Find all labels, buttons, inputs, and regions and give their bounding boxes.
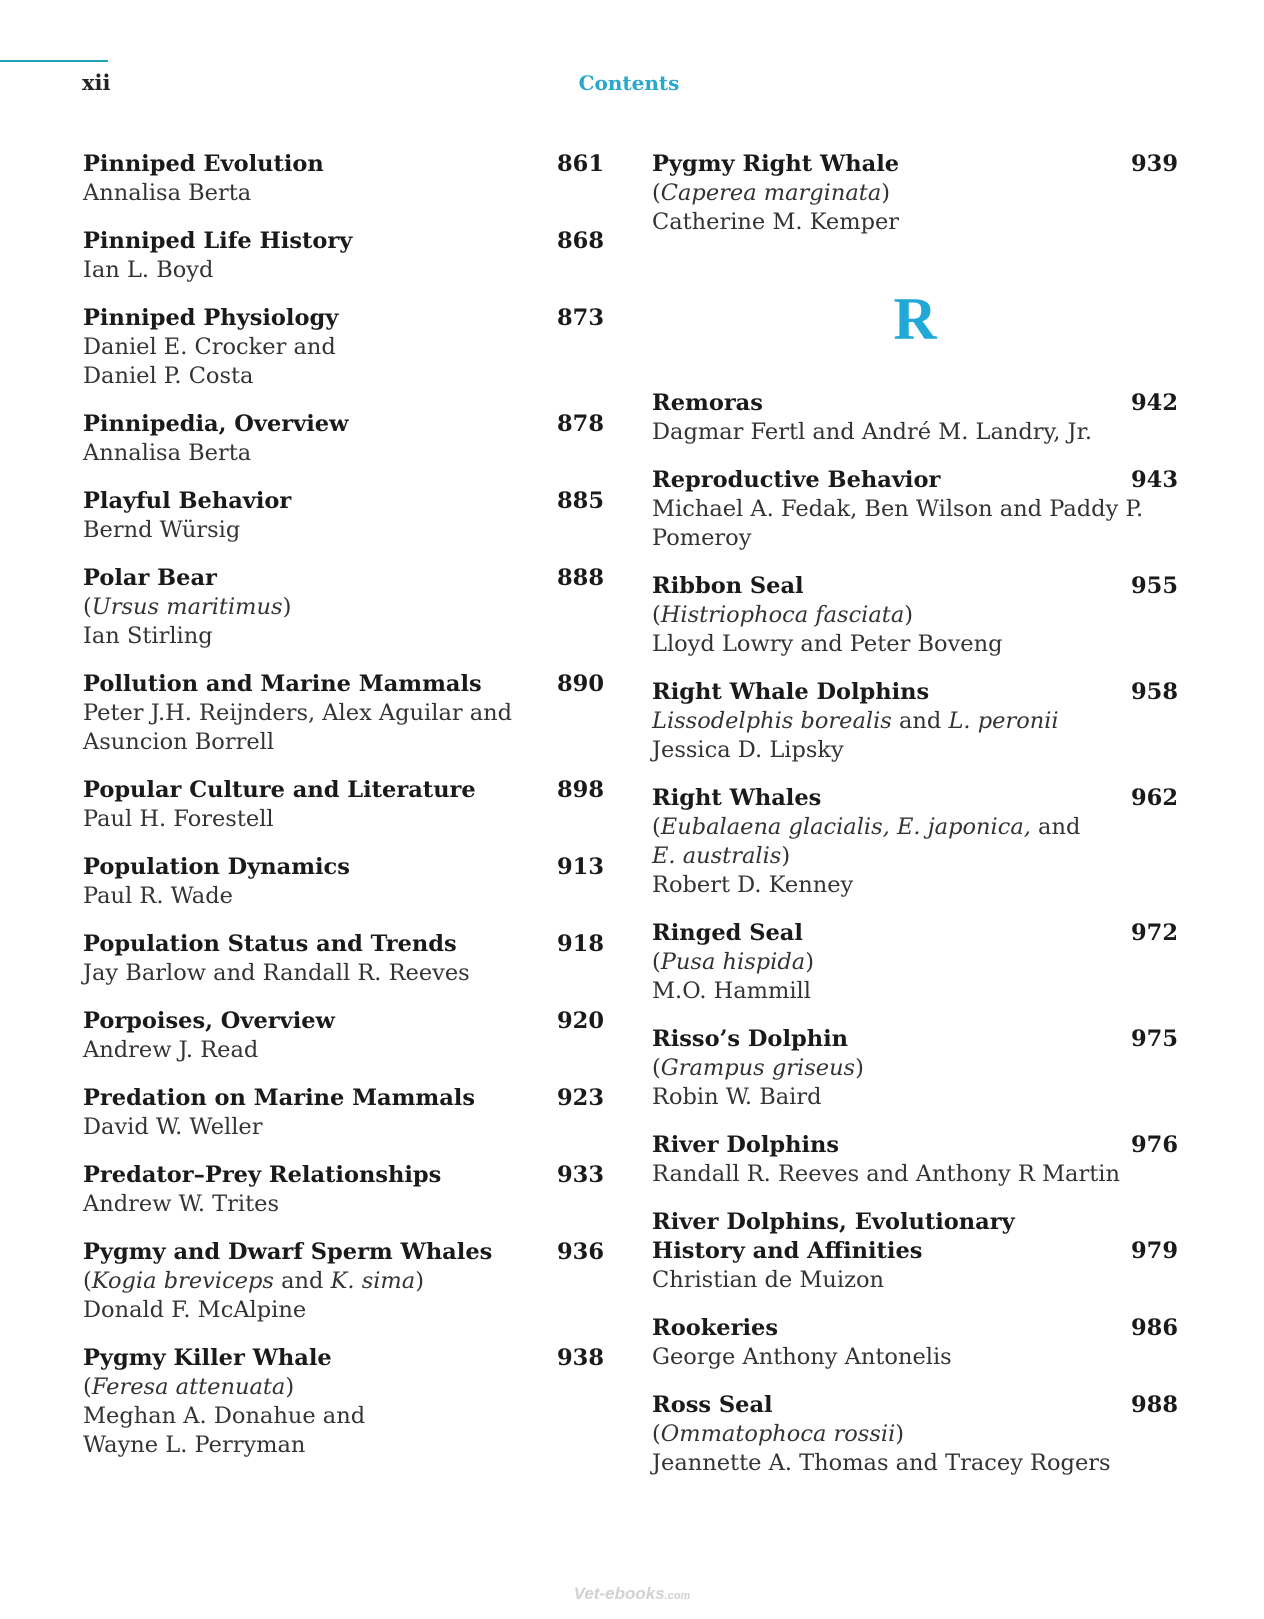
- toc-entry: [83, 930, 604, 988]
- watermark-suffix: .com: [664, 1590, 691, 1602]
- entry-author: Robert D. Kenney: [652, 872, 854, 898]
- entry-page-number: 861: [557, 151, 604, 177]
- toc-entry: [83, 776, 604, 834]
- entry-page-number: 936: [557, 1239, 604, 1265]
- entry-subline: [652, 948, 1178, 977]
- entry-page-number: 923: [557, 1085, 604, 1111]
- entry-page-number: 888: [557, 565, 604, 591]
- entry-author: Ian Stirling: [83, 623, 213, 649]
- entry-subline: [83, 805, 604, 834]
- entry-author: Robin W. Baird: [652, 1084, 822, 1110]
- entry-author: Michael A. Fedak, Ben Wilson and Paddy P.: [652, 496, 1144, 522]
- entry-author: Daniel E. Crocker and: [83, 334, 336, 360]
- entry-subline: [652, 630, 1178, 659]
- entry-subline: [652, 842, 1178, 871]
- entry-text: ): [285, 1374, 295, 1400]
- entry-subline: [652, 1449, 1178, 1478]
- entry-text: and: [273, 1268, 331, 1294]
- entry-page-number: 885: [557, 488, 604, 514]
- toc-entry: [83, 1344, 604, 1460]
- entry-subline: [83, 362, 604, 391]
- entry-subline: [652, 1083, 1178, 1112]
- entry-subline: [652, 208, 1178, 237]
- species-name: Caperea marginata: [660, 180, 882, 206]
- entry-author: Paul R. Wade: [83, 883, 233, 909]
- entry-page-number: 933: [557, 1162, 604, 1188]
- entry-title: Popular Culture and Literature: [83, 777, 476, 803]
- toc-right-top-entries: [652, 150, 1178, 237]
- toc-entry: [652, 1314, 1178, 1372]
- entry-page-number: 979: [1131, 1238, 1178, 1264]
- entry-text: ): [415, 1268, 424, 1294]
- entry-author: Daniel P. Costa: [83, 363, 254, 389]
- entry-subline: [83, 1113, 604, 1142]
- entry-subline: [83, 256, 604, 285]
- entry-subline: [652, 1054, 1178, 1083]
- entry-author: Jessica D. Lipsky: [652, 737, 844, 763]
- toc-entry: [652, 572, 1178, 659]
- entry-subline: [83, 593, 604, 622]
- toc-right-entries: [652, 389, 1178, 1478]
- entry-author: George Anthony Antonelis: [652, 1344, 952, 1370]
- entry-page-number: 918: [557, 931, 604, 957]
- entry-subline: [652, 707, 1178, 736]
- species-name: L. peronii: [948, 708, 1059, 734]
- watermark: [0, 1584, 1264, 1604]
- entry-title: Playful Behavior: [83, 488, 292, 514]
- entry-page-number: 976: [1131, 1132, 1178, 1158]
- entry-author: Pomeroy: [652, 525, 752, 551]
- entry-title: Pinniped Physiology: [83, 305, 339, 331]
- species-name: Ommatophoca rossii: [660, 1421, 896, 1447]
- entry-subline: [83, 1373, 604, 1402]
- entry-author: Peter J.H. Reijnders, Alex Aguilar and: [83, 700, 513, 726]
- entry-text: (: [652, 1055, 661, 1081]
- entry-text: (: [83, 1268, 92, 1294]
- entry-author: Donald F. McAlpine: [83, 1297, 307, 1323]
- toc-entry: [652, 678, 1178, 765]
- entry-title: Population Status and Trends: [83, 931, 457, 957]
- entry-author: Andrew J. Read: [83, 1037, 259, 1063]
- entry-subline: [652, 179, 1178, 208]
- species-name: Ursus maritimus: [91, 594, 283, 620]
- toc-entry: [652, 150, 1178, 237]
- entry-subline: [83, 439, 604, 468]
- entry-text: (: [83, 1374, 92, 1400]
- toc-entry: [652, 1208, 1178, 1295]
- toc-entry: [652, 784, 1178, 900]
- entry-page-number: 955: [1131, 573, 1178, 599]
- entry-author: Catherine M. Kemper: [652, 209, 900, 235]
- entry-subline: [83, 1402, 604, 1431]
- entry-page-number: 972: [1131, 920, 1178, 946]
- toc-entry: [83, 1084, 604, 1142]
- entry-subline: [83, 959, 604, 988]
- entry-author: Annalisa Berta: [83, 440, 252, 466]
- toc-entry: [652, 1131, 1178, 1189]
- entry-subline: [652, 1343, 1178, 1372]
- entry-title: Reproductive Behavior: [652, 467, 941, 493]
- entry-author: Christian de Muizon: [652, 1267, 884, 1293]
- entry-title: Predation on Marine Mammals: [83, 1085, 476, 1111]
- entry-author: Asuncion Borrell: [83, 729, 275, 755]
- entry-text: (: [652, 814, 661, 840]
- entry-subline: [83, 179, 604, 208]
- watermark-main: Vet-ebooks: [573, 1584, 665, 1603]
- entry-title: River Dolphins: [652, 1132, 840, 1158]
- toc-entry: [83, 304, 604, 391]
- toc-entry: [83, 150, 604, 208]
- entry-page-number: 975: [1131, 1026, 1178, 1052]
- entry-title: Ross Seal: [652, 1392, 773, 1418]
- section-letter-heading: R: [893, 286, 937, 352]
- entry-subline: [83, 1296, 604, 1325]
- entry-subline: [83, 728, 604, 757]
- entry-page-number: 943: [1131, 467, 1178, 493]
- header-rule: [0, 60, 108, 62]
- species-name: Histriophoca fasciata: [660, 602, 905, 628]
- species-name: Pusa hispida: [660, 949, 806, 975]
- entry-text: ): [781, 843, 791, 869]
- running-head-text: Contents: [578, 71, 680, 95]
- entry-page-number: 913: [557, 854, 604, 880]
- entry-subline: [83, 1431, 604, 1460]
- entry-subline: [652, 524, 1178, 553]
- entry-page-number: 962: [1131, 785, 1178, 811]
- entry-title: Polar Bear: [83, 565, 217, 591]
- entry-subline: [652, 1160, 1178, 1189]
- entry-subline: [83, 1036, 604, 1065]
- entry-title: Pygmy Killer Whale: [83, 1345, 332, 1371]
- entry-subline: [652, 813, 1178, 842]
- entry-subline: [83, 333, 604, 362]
- running-head: [0, 71, 1264, 95]
- species-name: Feresa attenuata: [91, 1374, 286, 1400]
- entry-page-number: 939: [1131, 151, 1178, 177]
- entry-author: Randall R. Reeves and Anthony R Martin: [652, 1161, 1120, 1187]
- entry-page-number: 873: [557, 305, 604, 331]
- entry-title: Rookeries: [652, 1315, 779, 1341]
- entry-page-number: 920: [557, 1008, 604, 1034]
- entry-subline: [652, 977, 1178, 1006]
- entry-text: (: [652, 602, 661, 628]
- toc-entry: [652, 1391, 1178, 1478]
- entry-subline: [83, 622, 604, 651]
- entry-title: River Dolphins, Evolutionary History and Affinities: [652, 1209, 1015, 1264]
- entry-page-number: 958: [1131, 679, 1178, 705]
- entry-text: (: [83, 594, 92, 620]
- toc-entry: [83, 1007, 604, 1065]
- entry-author: Meghan A. Donahue and: [83, 1403, 366, 1429]
- entry-author: Jeannette A. Thomas and Tracey Rogers: [652, 1450, 1111, 1476]
- toc-entry: [83, 1161, 604, 1219]
- entry-text: ): [895, 1421, 905, 1447]
- toc-entry: [652, 466, 1178, 553]
- species-name: Grampus griseus: [660, 1055, 856, 1081]
- toc-entry: [83, 487, 604, 545]
- entry-page-number: 878: [557, 411, 604, 437]
- entry-title: Pinniped Evolution: [83, 151, 324, 177]
- entry-author: Bernd Würsig: [83, 517, 241, 543]
- entry-title: Right Whales: [652, 785, 822, 811]
- entry-author: Jay Barlow and Randall R. Reeves: [83, 960, 470, 986]
- entry-author: Dagmar Fertl and André M. Landry, Jr.: [652, 419, 1093, 445]
- species-name: E. australis: [652, 843, 782, 869]
- toc-entry: [83, 410, 604, 468]
- toc-entry: [652, 919, 1178, 1006]
- entry-title: Right Whale Dolphins: [652, 679, 930, 705]
- species-name: Eubalaena glacialis, E. japonica,: [660, 814, 1031, 840]
- entry-subline: [83, 699, 604, 728]
- entry-title: Ringed Seal: [652, 920, 803, 946]
- entry-subline: [652, 601, 1178, 630]
- entry-text: ): [805, 949, 814, 975]
- entry-text: (: [652, 180, 661, 206]
- entry-text: and: [891, 708, 949, 734]
- entry-title: Porpoises, Overview: [83, 1008, 335, 1034]
- entry-title: Pollution and Marine Mammals: [83, 671, 482, 697]
- entry-subline: [83, 882, 604, 911]
- entry-subline: [83, 516, 604, 545]
- entry-subline: [652, 736, 1178, 765]
- entry-subline: [652, 1420, 1178, 1449]
- toc-entry: [83, 227, 604, 285]
- toc-entry: [652, 389, 1178, 447]
- entry-title: Risso’s Dolphin: [652, 1026, 848, 1052]
- entry-page-number: 938: [557, 1345, 604, 1371]
- species-name: K. sima: [330, 1268, 416, 1294]
- entry-title: Ribbon Seal: [652, 573, 804, 599]
- entry-author: M.O. Hammill: [652, 978, 811, 1004]
- entry-page-number: 890: [557, 671, 604, 697]
- entry-subline: [652, 495, 1178, 524]
- entry-subline: [83, 1267, 604, 1296]
- species-name: Kogia breviceps: [91, 1268, 274, 1294]
- toc-entry: [652, 1025, 1178, 1112]
- toc-entry: [83, 853, 604, 911]
- entry-text: ): [282, 594, 292, 620]
- toc-entry: [83, 564, 604, 651]
- entry-subline: [652, 871, 1178, 900]
- entry-page-number: 942: [1131, 390, 1178, 416]
- toc-entry: [83, 1238, 604, 1325]
- entry-title: Pinniped Life History: [83, 228, 353, 254]
- entry-page-number: 898: [557, 777, 604, 803]
- toc-left-column: [83, 150, 604, 1479]
- entry-author: Paul H. Forestell: [83, 806, 274, 832]
- entry-page-number: 868: [557, 228, 604, 254]
- entry-text: ): [855, 1055, 864, 1081]
- entry-text: (: [652, 1421, 661, 1447]
- entry-text: (: [652, 949, 661, 975]
- entry-subline: [83, 1190, 604, 1219]
- entry-author: Lloyd Lowry and Peter Boveng: [652, 631, 1003, 657]
- entry-page-number: 986: [1131, 1315, 1178, 1341]
- entry-author: Andrew W. Trites: [83, 1191, 279, 1217]
- entry-text: ): [904, 602, 914, 628]
- entry-author: Ian L. Boyd: [83, 257, 214, 283]
- entry-subline: [652, 418, 1178, 447]
- entry-author: Annalisa Berta: [83, 180, 252, 206]
- entry-title: Pinnipedia, Overview: [83, 411, 349, 437]
- entry-text: and: [1030, 814, 1081, 840]
- entry-page-number: 988: [1131, 1392, 1178, 1418]
- entry-text: ): [881, 180, 891, 206]
- species-name: Lissodelphis borealis: [652, 708, 892, 734]
- toc-right-column: [652, 150, 1178, 1497]
- entry-title: Population Dynamics: [83, 854, 350, 880]
- toc-entry: [83, 670, 604, 757]
- entry-author: Wayne L. Perryman: [83, 1432, 306, 1458]
- entry-title: Remoras: [652, 390, 763, 416]
- entry-title: Predator–Prey Relationships: [83, 1162, 442, 1188]
- page-number: xii: [82, 70, 111, 95]
- entry-title: Pygmy and Dwarf Sperm Whales: [83, 1239, 493, 1265]
- entry-author: David W. Weller: [83, 1114, 263, 1140]
- entry-title: Pygmy Right Whale: [652, 151, 900, 177]
- entry-subline: [652, 1266, 1178, 1295]
